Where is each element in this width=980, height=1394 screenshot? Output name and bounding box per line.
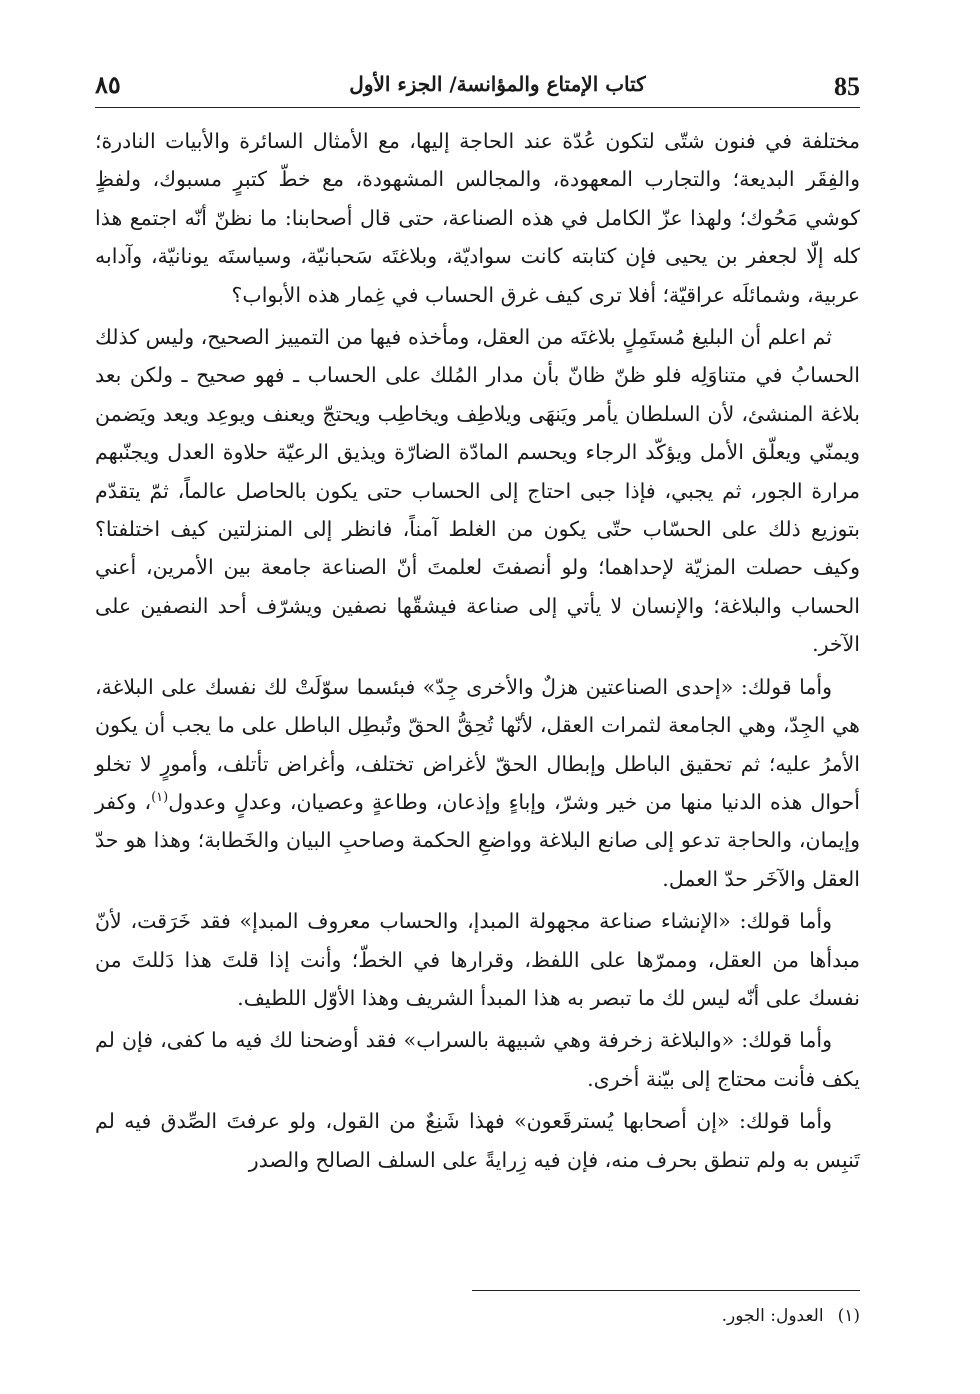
paragraph-6: وأما قولك: «إن أصحابها يُسترقَعون» فهذا شَنِعٌ من القول، ولو عرفتَ الصِّدق فيه لم تَنبِس به ولم تنطق بحرف منه، فإن فيه زِرايةً على السلف الصالح والصدر (95, 1109, 860, 1172)
footnote-marker[interactable]: (١) (151, 790, 169, 806)
paragraph-5: وأما قولك: «والبلاغة زخرفة وهي شبيهة بالسراب» فقد أوضحنا لك فيه ما كفى، فإن لم يكف فأنت محتاج إلى بيّنة أخرى. (95, 1028, 860, 1091)
footnote-rule (472, 1290, 860, 1291)
header-rule (95, 107, 860, 108)
page-number-arabic: ٨٥ (95, 70, 121, 99)
paragraph-2: ثم اعلم أن البليغ مُستَمِلٍ بلاغتَه من العقل، ومأخذه فيها من التمييز الصحيح، وليس كذلك الحسابُ في متناوَلِه فلو ظنّ ظانّ بأن مدار المُلك على الحساب ـ فهو صحيح ـ ولكن بعد بلاغة المنشئ، لأن السلطان يأمر ويَنهَى ويلاطِف ويخاطِب ويحتجّ ويعنف ويوعِد ويعد ويَضمن ويمنّي ويعلّق الأمل ويؤكّد الرجاء ويحسم المادّة الضارّة ويذيق الرعيّة حلاوة العدل ويجنّبهم مرارة الجور، ثم يجبي، فإذا جبى احتاج إلى الحساب حتى يكون بالحاصل عالماً، ثمّ يتقدّم بتوزيع ذلك على الحسّاب حتّى يكون من الغلط آمناً، فانظر إلى المنزلتين كيف اختلفتا؟ وكيف حصلت المزيّة لإحداهما؛ ولو أنصفتَ لعلمتَ أنّ الصناعة جامعة بين الأمرين، أعني الحساب والبلاغة؛ والإنسان لا يأتي إلى صناعة فيشقّها نصفين ويشرّف أحد النصفين على الآخر. (95, 325, 860, 657)
paragraph-3-part-2: ، وكفر وإيمان، والحاجة تدعو إلى صانع البلاغة وواضعِ الحكمة وصاحبِ البيان والخَطابة؛ وهذا هو حدّ العقل والآخَر حدّ العمل. (95, 789, 860, 891)
main-text (95, 122, 860, 1183)
book-title: كتاب الإمتاع والمؤانسة/ الجزء الأول (349, 72, 646, 96)
footnote-text: العدول: الجور. (721, 1306, 824, 1326)
paragraph-3-part-1: وأما قولك: «إحدى الصناعتين هزلٌ والأخرى جِدّ» فبئسما سوّلَتْ لك نفسك على البلاغة، هي الجِدّ، وهي الجامعة لثمرات العقل، لأنّها تُحِقُّ الحقّ وتُبطِل الباطل على ما يجب أن يكون الأمرُ عليه؛ ثم تحقيق الباطل وإبطال الحقّ لأغراض تختلف، وأغراض تأتلف، وأمورٍ لا تخلو أحوال هذه الدنيا منها من خير وشرّ، وإباءٍ وإذعان، وطاعةٍ وعصيان، وعدلٍ وعدول (95, 674, 860, 814)
paragraph-3 (95, 668, 860, 898)
page-number-latin: 85 (834, 72, 860, 101)
running-head (95, 66, 860, 110)
footnote-number: (١) (837, 1306, 860, 1326)
paragraph-1: مختلفة في فنون شتّى لتكون عُدّة عند الحاجة إليها، مع الأمثال السائرة والأبيات النادرة؛ والفِقَر البديعة؛ والتجارب المعهودة، والمجالس المشهودة، مع خطّ كتبرٍ مسبوك، ولفظٍ كوشي مَحُوك؛ ولهذا عزّ الكامل في هذه الصناعة، حتى قال أصحابنا: ما نظنّ أنّه اجتمع هذا كله إلّا لجعفر بن يحيى فإن كتابته كانت سواديّة، وبلاغتَه سَحبانيّة، وسياستَه يونانيّة، وآدابه عربية، وشمائلَه عراقيّة؛ أفلا ترى كيف غرق الحساب في غِمار هذه الأبواب؟ (95, 129, 860, 307)
paragraph-4: وأما قولك: «الإنشاء صناعة مجهولة المبدإ، والحساب معروف المبدإ» فقد خَرَقت، لأنّ مبدأها من العقل، وممرّها على اللفظ، وقرارها في الخطّ؛ وأنت إذا قلتَ هذا دَللتَ من نفسك على أنّه ليس لك ما تبصر به هذا المبدأ الشريف وهذا الأوّل اللطيف. (95, 909, 860, 1010)
footnote (95, 1303, 860, 1329)
